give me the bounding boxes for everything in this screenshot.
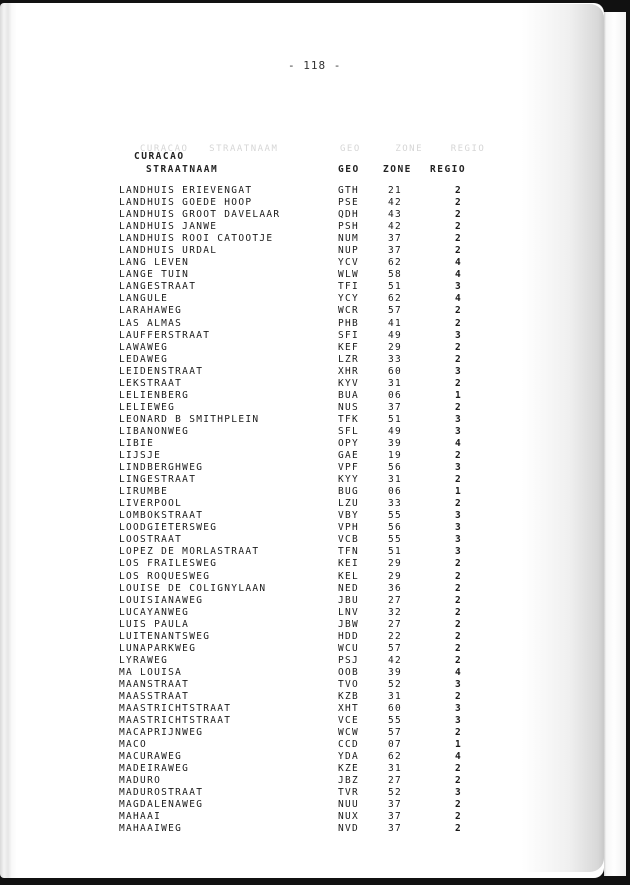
geo-code-cell: LZU bbox=[338, 498, 360, 510]
regio-cell: 2 bbox=[455, 558, 463, 570]
zone-cell: 27 bbox=[388, 618, 403, 630]
street-name-cell: MA LOUISA bbox=[119, 666, 183, 678]
zone-cell: 58 bbox=[388, 269, 403, 281]
table-row bbox=[0, 655, 600, 667]
geo-code-cell: NUX bbox=[338, 811, 360, 823]
street-name-cell: MAHAAI bbox=[119, 811, 162, 823]
table-row bbox=[0, 667, 600, 679]
regio-cell: 2 bbox=[455, 341, 463, 353]
geo-code-cell: VCE bbox=[338, 715, 360, 727]
page-number: - 118 - bbox=[288, 59, 342, 72]
table-row bbox=[0, 643, 600, 655]
regio-cell: 4 bbox=[455, 293, 463, 305]
geo-code-cell: XHT bbox=[338, 703, 360, 715]
geo-code-cell: LNV bbox=[338, 606, 360, 618]
zone-cell: 52 bbox=[388, 787, 403, 799]
regio-cell: 3 bbox=[455, 413, 463, 425]
table-row bbox=[0, 245, 600, 257]
regio-cell: 3 bbox=[455, 546, 463, 558]
street-name-cell: LANDHUIS URDAL bbox=[119, 245, 218, 257]
street-name-cell: LYRAWEG bbox=[119, 654, 169, 666]
table-row bbox=[0, 281, 600, 293]
zone-cell: 27 bbox=[388, 594, 403, 606]
zone-cell: 31 bbox=[388, 377, 403, 389]
geo-code-cell: BUG bbox=[338, 486, 360, 498]
geo-code-cell: NUM bbox=[338, 233, 360, 245]
table-row bbox=[0, 318, 600, 330]
regio-cell: 2 bbox=[455, 209, 463, 221]
geo-code-cell: CCD bbox=[338, 739, 360, 751]
zone-cell: 29 bbox=[388, 570, 403, 582]
table-row bbox=[0, 751, 600, 763]
geo-code-cell: PSH bbox=[338, 221, 360, 233]
table-row bbox=[0, 486, 600, 498]
table-row bbox=[0, 414, 600, 426]
geo-code-cell: OOB bbox=[338, 666, 360, 678]
street-name-cell: MAASSTRAAT bbox=[119, 690, 190, 702]
table-row bbox=[0, 607, 600, 619]
regio-cell: 2 bbox=[455, 317, 463, 329]
zone-cell: 42 bbox=[388, 197, 403, 209]
street-name-cell: LIJSJE bbox=[119, 450, 162, 462]
geo-code-cell: YCY bbox=[338, 293, 360, 305]
table-row bbox=[0, 462, 600, 474]
geo-code-cell: KZE bbox=[338, 763, 360, 775]
geo-code-cell: HDD bbox=[338, 630, 360, 642]
facing-page-edge bbox=[604, 12, 626, 876]
geo-code-cell: NUU bbox=[338, 799, 360, 811]
zone-cell: 55 bbox=[388, 534, 403, 546]
street-name-cell: LUITENANTSWEG bbox=[119, 630, 211, 642]
regio-cell: 3 bbox=[455, 365, 463, 377]
street-name-cell: LUIS PAULA bbox=[119, 618, 190, 630]
regio-cell: 4 bbox=[455, 751, 463, 763]
zone-cell: 29 bbox=[388, 558, 403, 570]
regio-cell: 2 bbox=[455, 654, 463, 666]
regio-cell: 4 bbox=[455, 666, 463, 678]
table-row bbox=[0, 233, 600, 245]
geo-code-cell: NVD bbox=[338, 823, 360, 835]
zone-cell: 37 bbox=[388, 401, 403, 413]
regio-cell: 3 bbox=[455, 425, 463, 437]
street-name-cell: LANDHUIS GOEDE HOOP bbox=[119, 197, 253, 209]
zone-cell: 39 bbox=[388, 666, 403, 678]
street-name-cell: MAGDALENAWEG bbox=[119, 799, 204, 811]
geo-code-cell: KEL bbox=[338, 570, 360, 582]
geo-code-cell: NUP bbox=[338, 245, 360, 257]
geo-code-cell: YCV bbox=[338, 257, 360, 269]
street-name-cell: LANDHUIS ROOI CATOOTJE bbox=[119, 233, 274, 245]
geo-code-cell: XHR bbox=[338, 365, 360, 377]
zone-cell: 56 bbox=[388, 522, 403, 534]
street-name-cell: LOS ROQUESWEG bbox=[119, 570, 211, 582]
geo-code-cell: OPY bbox=[338, 437, 360, 449]
regio-cell: 2 bbox=[455, 570, 463, 582]
regio-cell: 2 bbox=[455, 606, 463, 618]
geo-code-cell: KYV bbox=[338, 377, 360, 389]
street-name-cell: LEDAWEG bbox=[119, 353, 169, 365]
column-header-street: STRAATNAAM bbox=[146, 164, 219, 175]
street-name-cell: LIBANONWEG bbox=[119, 425, 190, 437]
zone-cell: 52 bbox=[388, 678, 403, 690]
street-name-cell: LAS ALMAS bbox=[119, 317, 183, 329]
zone-cell: 07 bbox=[388, 739, 403, 751]
street-name-cell: LANDHUIS ERIEVENGAT bbox=[119, 185, 253, 196]
geo-code-cell: LZR bbox=[338, 353, 360, 365]
street-name-cell: LANDHUIS JANWE bbox=[119, 221, 218, 233]
geo-code-cell: PSJ bbox=[338, 654, 360, 666]
zone-cell: 49 bbox=[388, 425, 403, 437]
table-row bbox=[0, 450, 600, 462]
street-name-cell: MACAPRIJNWEG bbox=[119, 727, 204, 739]
table-row bbox=[0, 811, 600, 823]
street-name-cell: LEIDENSTRAAT bbox=[119, 365, 204, 377]
regio-cell: 2 bbox=[455, 763, 463, 775]
table-row bbox=[0, 366, 600, 378]
zone-cell: 55 bbox=[388, 510, 403, 522]
street-name-cell: LOUISIANAWEG bbox=[119, 594, 204, 606]
zone-cell: 31 bbox=[388, 690, 403, 702]
regio-cell: 3 bbox=[455, 787, 463, 799]
street-name-cell: MADURO bbox=[119, 775, 162, 787]
regio-cell: 2 bbox=[455, 775, 463, 787]
regio-cell: 2 bbox=[455, 197, 463, 209]
zone-cell: 57 bbox=[388, 727, 403, 739]
table-row bbox=[0, 691, 600, 703]
table-row bbox=[0, 534, 600, 546]
zone-cell: 55 bbox=[388, 715, 403, 727]
geo-code-cell: GAE bbox=[338, 450, 360, 462]
table-row bbox=[0, 305, 600, 317]
street-name-cell: MAASTRICHTSTRAAT bbox=[119, 703, 232, 715]
table-row bbox=[0, 221, 600, 233]
table-row bbox=[0, 498, 600, 510]
street-name-cell: LAUFFERSTRAAT bbox=[119, 329, 211, 341]
geo-code-cell: KZB bbox=[338, 690, 360, 702]
table-row bbox=[0, 583, 600, 595]
zone-cell: 42 bbox=[388, 221, 403, 233]
geo-code-cell: WCW bbox=[338, 727, 360, 739]
table-row bbox=[0, 378, 600, 390]
zone-cell: 33 bbox=[388, 498, 403, 510]
street-name-cell: LOUISE DE COLIGNYLAAN bbox=[119, 582, 267, 594]
street-name-cell: LOOSTRAAT bbox=[119, 534, 183, 546]
zone-cell: 42 bbox=[388, 654, 403, 666]
street-name-cell: LANG LEVEN bbox=[119, 257, 190, 269]
street-name-cell: MADEIRAWEG bbox=[119, 763, 190, 775]
table-row bbox=[0, 546, 600, 558]
regio-cell: 2 bbox=[455, 630, 463, 642]
geo-code-cell: YDA bbox=[338, 751, 360, 763]
street-name-cell: LOS FRAILESWEG bbox=[119, 558, 218, 570]
regio-cell: 2 bbox=[455, 377, 463, 389]
table-row bbox=[0, 787, 600, 799]
table-row bbox=[0, 727, 600, 739]
regio-cell: 3 bbox=[455, 329, 463, 341]
geo-code-cell: SFL bbox=[338, 425, 360, 437]
street-name-cell: LAWAWEG bbox=[119, 341, 169, 353]
table-row bbox=[0, 209, 600, 221]
street-table bbox=[0, 185, 600, 836]
regio-cell: 2 bbox=[455, 233, 463, 245]
street-name-cell: LANGULE bbox=[119, 293, 169, 305]
zone-cell: 33 bbox=[388, 353, 403, 365]
geo-code-cell: KEI bbox=[338, 558, 360, 570]
zone-cell: 51 bbox=[388, 546, 403, 558]
regio-cell: 3 bbox=[455, 462, 463, 474]
geo-code-cell: NUS bbox=[338, 401, 360, 413]
geo-code-cell: PHB bbox=[338, 317, 360, 329]
street-name-cell: MACO bbox=[119, 739, 148, 751]
street-name-cell: LOODGIETERSWEG bbox=[119, 522, 218, 534]
street-name-cell: LANDHUIS GROOT DAVELAAR bbox=[119, 209, 281, 221]
regio-cell: 3 bbox=[455, 522, 463, 534]
zone-cell: 39 bbox=[388, 437, 403, 449]
table-row bbox=[0, 269, 600, 281]
zone-cell: 31 bbox=[388, 474, 403, 486]
zone-cell: 62 bbox=[388, 257, 403, 269]
zone-cell: 36 bbox=[388, 582, 403, 594]
table-row bbox=[0, 571, 600, 583]
geo-code-cell: NED bbox=[338, 582, 360, 594]
street-name-cell: LEKSTRAAT bbox=[119, 377, 183, 389]
regio-cell: 3 bbox=[455, 534, 463, 546]
geo-code-cell: BUA bbox=[338, 389, 360, 401]
table-row bbox=[0, 402, 600, 414]
table-row bbox=[0, 522, 600, 534]
zone-cell: 57 bbox=[388, 305, 403, 317]
regio-cell: 2 bbox=[455, 221, 463, 233]
regio-cell: 4 bbox=[455, 437, 463, 449]
regio-cell: 1 bbox=[455, 486, 463, 498]
street-name-cell: LEONARD B SMITHPLEIN bbox=[119, 413, 260, 425]
column-header-regio: REGIO bbox=[430, 164, 467, 175]
table-row bbox=[0, 257, 600, 269]
regio-cell: 2 bbox=[455, 690, 463, 702]
street-name-cell: MAHAAIWEG bbox=[119, 823, 183, 835]
geo-code-cell: TFK bbox=[338, 413, 360, 425]
regio-cell: 2 bbox=[455, 594, 463, 606]
table-row bbox=[0, 619, 600, 631]
geo-code-cell: VPF bbox=[338, 462, 360, 474]
table-row bbox=[0, 823, 600, 835]
table-header bbox=[0, 164, 600, 176]
street-name-cell: LUCAYANWEG bbox=[119, 606, 190, 618]
zone-cell: 32 bbox=[388, 606, 403, 618]
column-header-zone: ZONE bbox=[383, 164, 412, 175]
regio-cell: 1 bbox=[455, 389, 463, 401]
country-heading: CURACAO bbox=[134, 151, 185, 162]
street-name-cell: LIRUMBE bbox=[119, 486, 169, 498]
bleed-through-text: GEO ZONE REGIO bbox=[340, 144, 486, 154]
regio-cell: 2 bbox=[455, 401, 463, 413]
zone-cell: 19 bbox=[388, 450, 403, 462]
street-name-cell: MAASTRICHTSTRAAT bbox=[119, 715, 232, 727]
zone-cell: 22 bbox=[388, 630, 403, 642]
table-row bbox=[0, 293, 600, 305]
geo-code-cell: TVO bbox=[338, 678, 360, 690]
table-row bbox=[0, 426, 600, 438]
table-row bbox=[0, 631, 600, 643]
geo-code-cell: WCU bbox=[338, 642, 360, 654]
zone-cell: 60 bbox=[388, 365, 403, 377]
table-row bbox=[0, 799, 600, 811]
zone-cell: 51 bbox=[388, 281, 403, 293]
street-name-cell: MADUROSTRAAT bbox=[119, 787, 204, 799]
zone-cell: 27 bbox=[388, 775, 403, 787]
regio-cell: 4 bbox=[455, 257, 463, 269]
street-name-cell: LELIEWEG bbox=[119, 401, 176, 413]
geo-code-cell: TFN bbox=[338, 546, 360, 558]
table-row bbox=[0, 342, 600, 354]
geo-code-cell: JBW bbox=[338, 618, 360, 630]
regio-cell: 3 bbox=[455, 281, 463, 293]
street-name-cell: LELIENBERG bbox=[119, 389, 190, 401]
geo-code-cell: TFI bbox=[338, 281, 360, 293]
table-row bbox=[0, 595, 600, 607]
bleed-through-text: CURACAO STRAATNAAM bbox=[140, 144, 279, 154]
geo-code-cell: KEF bbox=[338, 341, 360, 353]
street-name-cell: MACURAWEG bbox=[119, 751, 183, 763]
zone-cell: 37 bbox=[388, 811, 403, 823]
regio-cell: 2 bbox=[455, 823, 463, 835]
zone-cell: 60 bbox=[388, 703, 403, 715]
table-row bbox=[0, 185, 600, 197]
zone-cell: 37 bbox=[388, 233, 403, 245]
regio-cell: 4 bbox=[455, 269, 463, 281]
table-row bbox=[0, 715, 600, 727]
geo-code-cell: VBY bbox=[338, 510, 360, 522]
zone-cell: 31 bbox=[388, 763, 403, 775]
geo-code-cell: VCB bbox=[338, 534, 360, 546]
regio-cell: 2 bbox=[455, 353, 463, 365]
regio-cell: 2 bbox=[455, 245, 463, 257]
zone-cell: 56 bbox=[388, 462, 403, 474]
table-row bbox=[0, 354, 600, 366]
regio-cell: 2 bbox=[455, 185, 463, 196]
street-name-cell: LINDBERGHWEG bbox=[119, 462, 204, 474]
zone-cell: 21 bbox=[388, 185, 403, 196]
table-row bbox=[0, 510, 600, 522]
regio-cell: 2 bbox=[455, 799, 463, 811]
regio-cell: 3 bbox=[455, 510, 463, 522]
street-name-cell: LOPEZ DE MORLASTRAAT bbox=[119, 546, 260, 558]
street-name-cell: LANGE TUIN bbox=[119, 269, 190, 281]
zone-cell: 37 bbox=[388, 823, 403, 835]
geo-code-cell: WLW bbox=[338, 269, 360, 281]
geo-code-cell: JBZ bbox=[338, 775, 360, 787]
table-row bbox=[0, 197, 600, 209]
regio-cell: 3 bbox=[455, 715, 463, 727]
table-row bbox=[0, 775, 600, 787]
table-row bbox=[0, 763, 600, 775]
regio-cell: 2 bbox=[455, 618, 463, 630]
regio-cell: 2 bbox=[455, 474, 463, 486]
geo-code-cell: TVR bbox=[338, 787, 360, 799]
table-row bbox=[0, 438, 600, 450]
geo-code-cell: GTH bbox=[338, 185, 360, 196]
regio-cell: 2 bbox=[455, 727, 463, 739]
table-row bbox=[0, 679, 600, 691]
regio-cell: 2 bbox=[455, 305, 463, 317]
zone-cell: 43 bbox=[388, 209, 403, 221]
street-name-cell: LIVERPOOL bbox=[119, 498, 183, 510]
geo-code-cell: QDH bbox=[338, 209, 360, 221]
street-name-cell: LIBIE bbox=[119, 437, 155, 449]
zone-cell: 62 bbox=[388, 293, 403, 305]
table-row bbox=[0, 739, 600, 751]
geo-code-cell: SFI bbox=[338, 329, 360, 341]
regio-cell: 2 bbox=[455, 811, 463, 823]
zone-cell: 41 bbox=[388, 317, 403, 329]
zone-cell: 06 bbox=[388, 389, 403, 401]
table-row bbox=[0, 703, 600, 715]
street-name-cell: LINGESTRAAT bbox=[119, 474, 197, 486]
zone-cell: 37 bbox=[388, 245, 403, 257]
table-row bbox=[0, 474, 600, 486]
regio-cell: 1 bbox=[455, 739, 463, 751]
zone-cell: 57 bbox=[388, 642, 403, 654]
table-row bbox=[0, 330, 600, 342]
zone-cell: 51 bbox=[388, 413, 403, 425]
column-header-geo: GEO bbox=[338, 164, 360, 175]
regio-cell: 3 bbox=[455, 678, 463, 690]
geo-code-cell: WCR bbox=[338, 305, 360, 317]
geo-code-cell: VPH bbox=[338, 522, 360, 534]
street-name-cell: LARAHAWEG bbox=[119, 305, 183, 317]
zone-cell: 29 bbox=[388, 341, 403, 353]
geo-code-cell: JBU bbox=[338, 594, 360, 606]
street-name-cell: LUNAPARKWEG bbox=[119, 642, 197, 654]
geo-code-cell: KYY bbox=[338, 474, 360, 486]
regio-cell: 3 bbox=[455, 703, 463, 715]
street-name-cell: LOMBOKSTRAAT bbox=[119, 510, 204, 522]
regio-cell: 2 bbox=[455, 582, 463, 594]
regio-cell: 2 bbox=[455, 498, 463, 510]
geo-code-cell: PSE bbox=[338, 197, 360, 209]
zone-cell: 06 bbox=[388, 486, 403, 498]
table-row bbox=[0, 558, 600, 570]
table-row bbox=[0, 390, 600, 402]
regio-cell: 2 bbox=[455, 450, 463, 462]
zone-cell: 37 bbox=[388, 799, 403, 811]
regio-cell: 2 bbox=[455, 642, 463, 654]
street-name-cell: MAANSTRAAT bbox=[119, 678, 190, 690]
zone-cell: 62 bbox=[388, 751, 403, 763]
zone-cell: 49 bbox=[388, 329, 403, 341]
street-name-cell: LANGESTRAAT bbox=[119, 281, 197, 293]
